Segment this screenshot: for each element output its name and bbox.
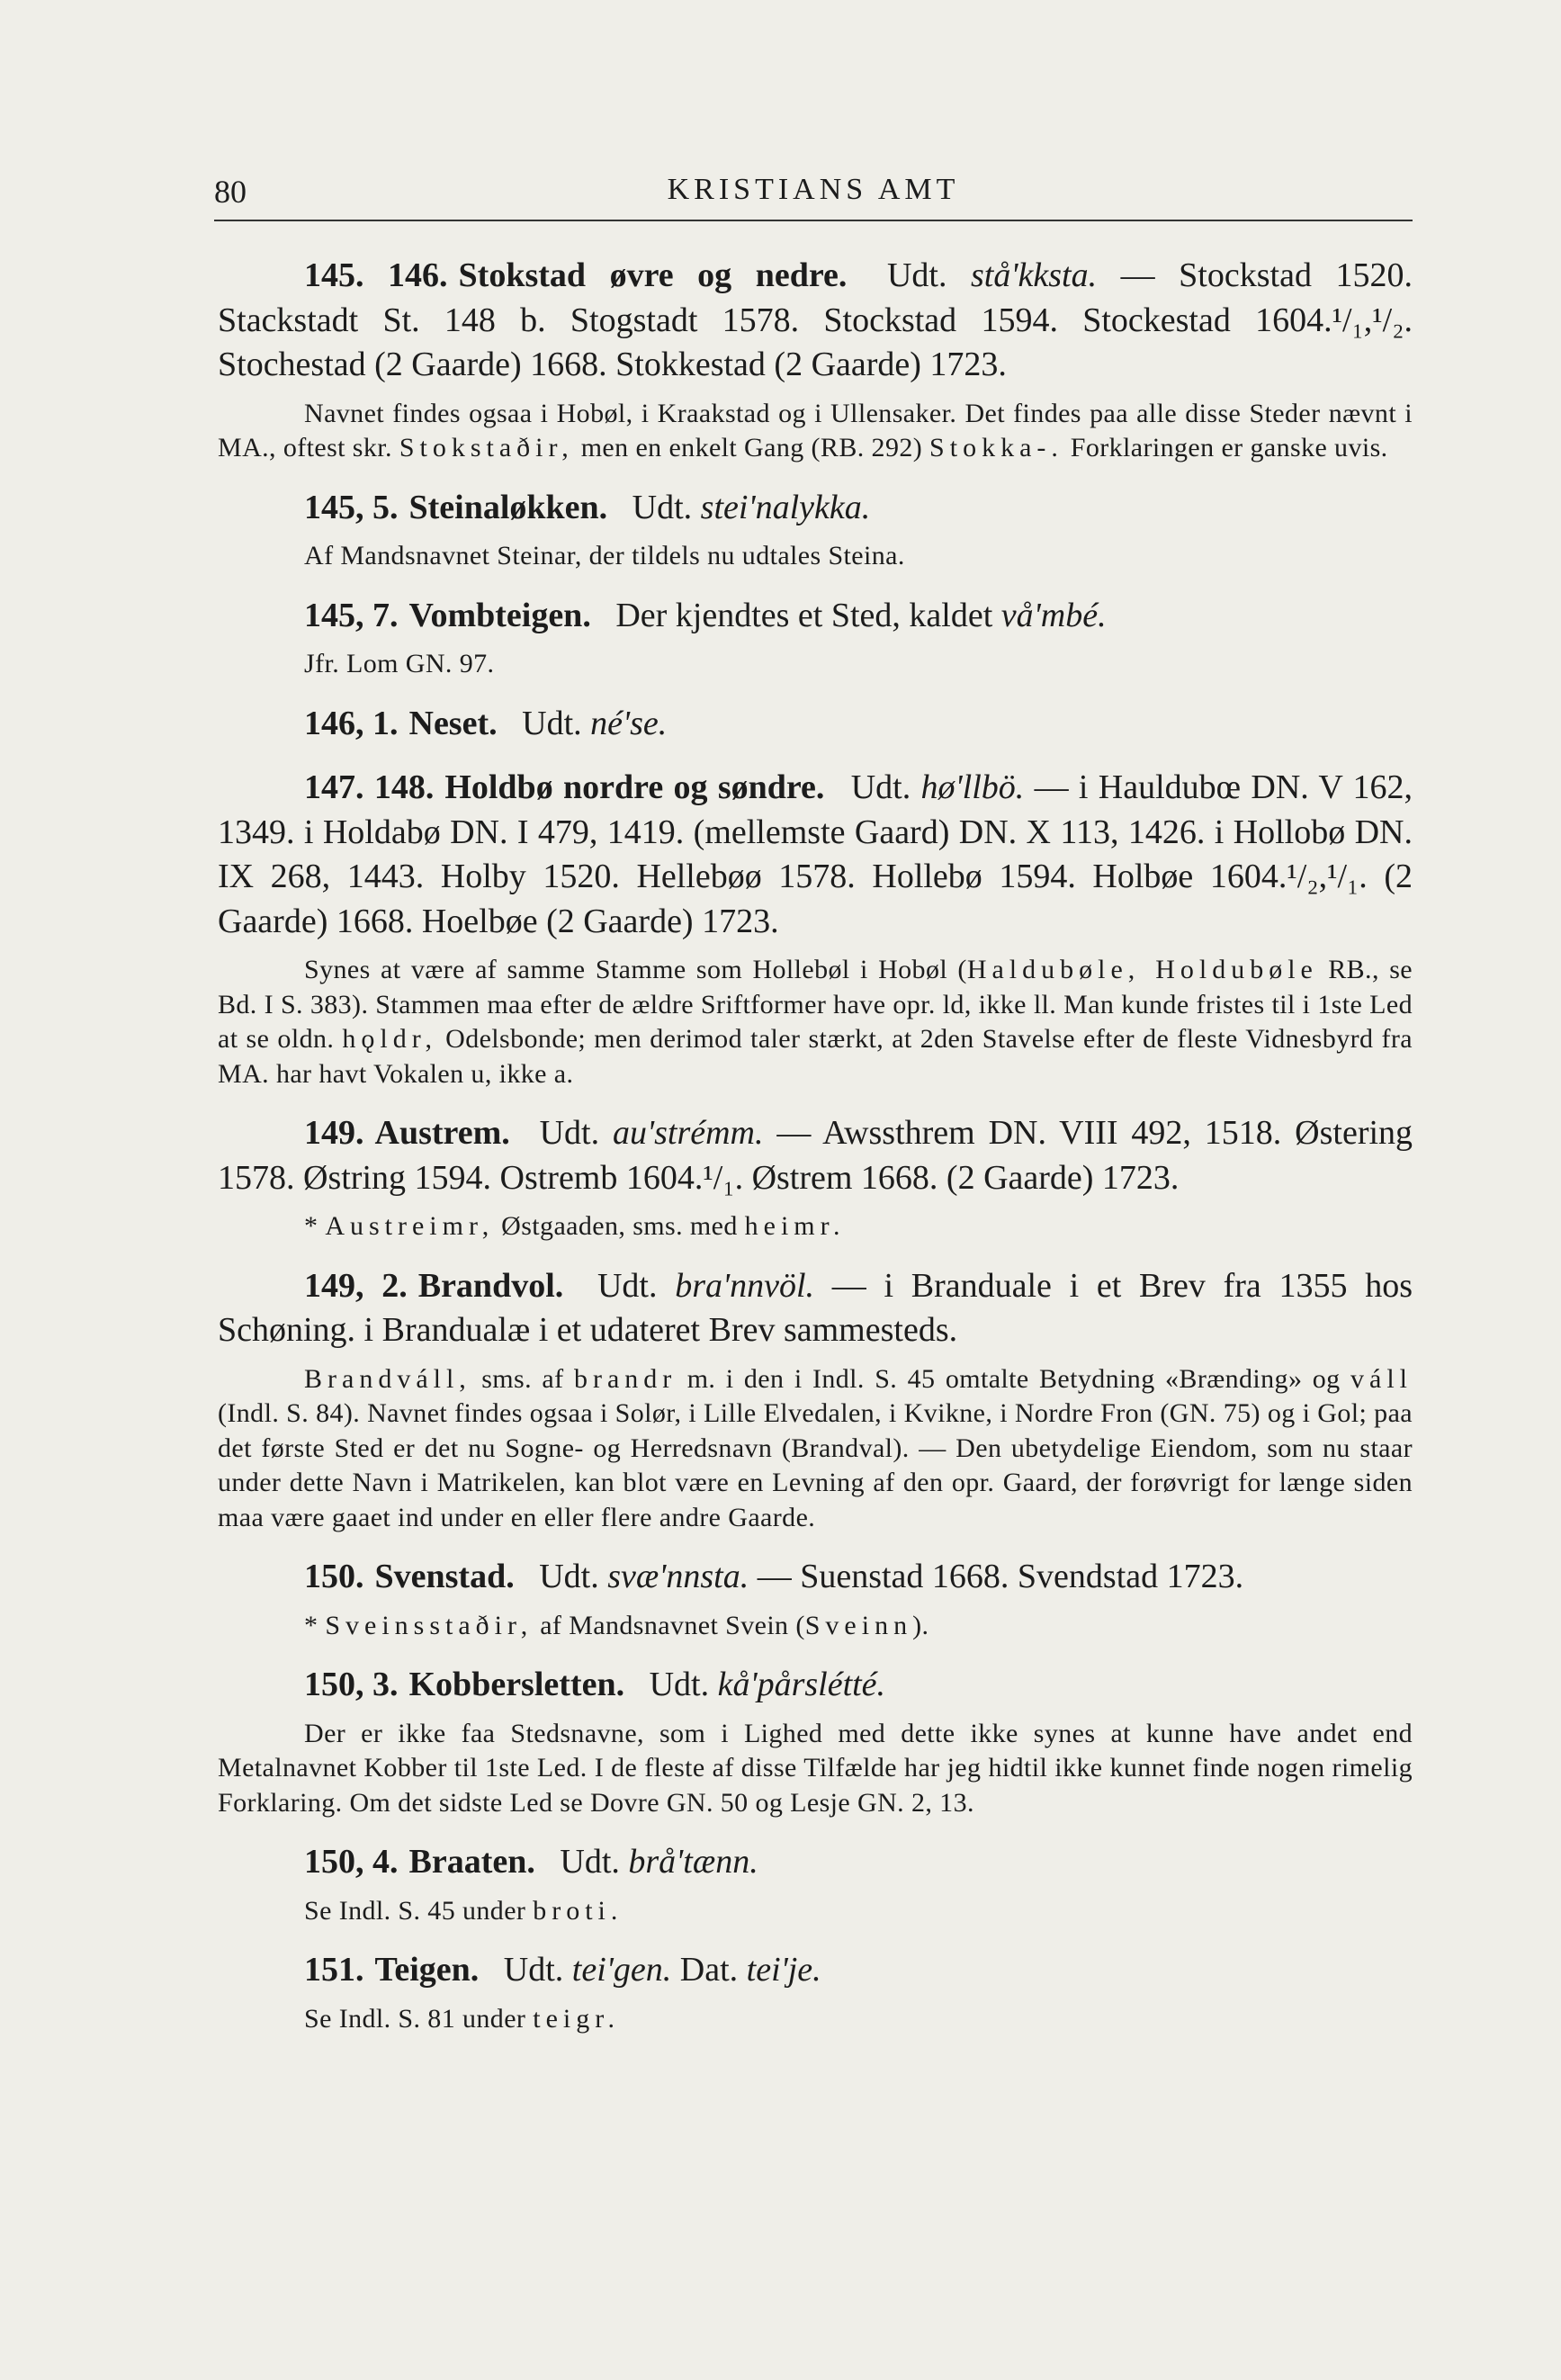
entry-name: Svenstad. <box>374 1558 515 1595</box>
pronunciation: brå'tænn. <box>628 1843 758 1881</box>
pronunciation: tei'gen. <box>571 1951 672 1989</box>
pronunciation: stei'nalykka. <box>700 488 871 526</box>
entry-150 <box>218 1555 1413 1643</box>
entry-text: — Suenstad 1668. Svendstad 1723. <box>757 1558 1244 1595</box>
spaced-term: broti. <box>533 1895 624 1926</box>
entry-145-146 <box>218 254 1413 466</box>
pronunciation: au'strémm. <box>612 1114 764 1152</box>
spaced-term: hǫldr, <box>342 1024 438 1054</box>
spaced-term: Austreimr, <box>325 1211 495 1241</box>
entry-note: * Sveinsstaðir, af Mandsnavnet Svein (Sveinn). <box>304 1610 929 1640</box>
entry-number: 150. <box>304 1558 364 1595</box>
entry-note: Jfr. Lom GN. 97. <box>304 649 495 678</box>
entry-name: Steinaløkken. <box>408 488 608 526</box>
entry-name: Stokstad øvre og nedre. <box>458 256 848 294</box>
pron-label: Udt. <box>560 1843 620 1881</box>
page-header <box>214 173 1413 211</box>
running-title: KRISTIANS AMT <box>667 173 960 206</box>
entry-number: 150, 4. <box>304 1843 399 1881</box>
pronunciation: hø'llbö. <box>920 768 1025 806</box>
pron-label: Udt. <box>886 256 947 294</box>
entry-number: 147. 148. <box>304 768 435 806</box>
pron-label: Udt. <box>539 1558 599 1595</box>
entry-name: Brandvol. <box>417 1266 564 1305</box>
entry-number: 146, 1. <box>304 704 399 742</box>
pron-label: Udt. <box>503 1951 564 1989</box>
pronunciation: né'se. <box>590 704 668 742</box>
entry-151 <box>218 1948 1413 2036</box>
asterisk: * <box>304 1610 318 1640</box>
entry-number: 145, 7. <box>304 596 399 634</box>
entry-note: Brandváll, sms. af brandr m. i den i Indl. S. 45 omtalte Betydning «Brænding» og váll (Indl. S. 84). Navnet findes ogsaa i Solør, i Lille Elvedalen, i Kvikne, i Nordre Fron (GN. 75) og i Gol; paa det første Sted er det nu Sogne- og Herredsnavn (Brandval). — Den ubetydelige Eiendom, som nu staar under dette Navn i Matrikelen, kan blot være en Levning af den opr. Gaard, der forøvrigt for længe siden maa være gaaet ind under en eller flere andre Gaarde. <box>218 1363 1413 1532</box>
entry-145-5 <box>218 486 1413 574</box>
entry-note: Navnet findes ogsaa i Hobøl, i Kraakstad og i Ullensaker. Det findes paa alle disse Steder nævnt i MA., oftest skr. Stokstaðir, men en enkelt Gang (RB. 292) Stokka-. Forklaringen er ganske uvis. <box>218 398 1413 463</box>
entry-149-2 <box>218 1264 1413 1536</box>
dative-pronunciation: tei'je. <box>746 1951 821 1989</box>
pronunciation: svæ'nnsta. <box>607 1558 749 1595</box>
spaced-term: Brandváll, <box>304 1363 471 1394</box>
pron-label: Udt. <box>632 488 693 526</box>
entry-name: Teigen. <box>374 1951 480 1989</box>
pron-label: Udt. <box>522 704 582 742</box>
entry-150-4 <box>218 1840 1413 1928</box>
spaced-term: Haldubøle, Holdubøle <box>966 955 1318 984</box>
entry-text: Der kjendtes et Sted, kaldet <box>615 596 993 634</box>
entry-note: Af Mandsnavnet Steinar, der tildels nu udtales Steina. <box>304 541 905 570</box>
pronunciation: stå'kksta. <box>971 256 1098 294</box>
entry-name: Braaten. <box>408 1843 535 1881</box>
entry-146-1 <box>218 702 1413 747</box>
pron-label: Udt. <box>597 1266 658 1305</box>
entry-name: Vombteigen. <box>408 596 591 634</box>
entry-text: — i Hauldubœ DN. V 162, 1349. i Holdabø DN. I 479, 1419. (mellemste Gaard) DN. X 113, 1426. i Hollobø DN. IX 268, 1443. Holby 1520. Hellebøø 1578. Hollebø 1594. Holbøe 1604.¹/₂,¹/₁. (2 Gaarde) 1668. Hoelbøe (2 Gaarde) 1723. <box>218 768 1413 940</box>
entry-number: 149, 2. <box>304 1266 408 1305</box>
spaced-term: Sveinn <box>804 1610 913 1640</box>
pronunciation: bra'nnvöl. <box>675 1266 815 1305</box>
spaced-term: Stokka-. <box>929 433 1063 463</box>
page-number: 80 <box>214 174 247 210</box>
entry-name: Neset. <box>408 704 498 742</box>
spaced-term: Sveinsstaðir, <box>325 1610 534 1640</box>
entry-number: 145, 5. <box>304 488 399 526</box>
entry-text: — Awssthrem DN. VIII 492, 1518. Østering 1578. Østring 1594. Ostremb 1604.¹/₁. Østrem 1668. (2 Gaarde) 1723. <box>218 1114 1413 1197</box>
spaced-term: teigr. <box>533 2003 621 2034</box>
page-body <box>218 254 1413 2036</box>
entry-147-148 <box>218 766 1413 1091</box>
pron-label: Udt. <box>850 768 911 806</box>
entry-note: Der er ikke faa Stedsnavne, som i Lighed med dette ikke synes at kunne have andet end Metalnavnet Kobber til 1ste Led. I de fleste af disse Tilfælde har jeg hidtil ikke kunnet finde nogen rimelig Forklaring. Om det sidste Led se Dovre GN. 50 og Lesje GN. 2, 13. <box>218 1718 1413 1818</box>
header-rule <box>214 220 1413 221</box>
pron-label: Udt. <box>649 1666 710 1703</box>
entry-note: Se Indl. S. 81 under teigr. <box>304 2003 621 2034</box>
pron-label: Udt. <box>539 1114 600 1152</box>
entry-number: 151. <box>304 1951 364 1989</box>
entry-text: — i Branduale i et Brev fra 1355 hos Schøning. i Brandualæ i et udateret Brev sammesteds. <box>218 1266 1413 1349</box>
entry-number: 145. 146. <box>304 256 448 294</box>
entry-note: Se Indl. S. 45 under broti. <box>304 1895 624 1926</box>
spaced-term: heimr. <box>744 1211 846 1241</box>
entry-text: — Stockstad 1520. Stackstadt St. 148 b. Stogstadt 1578. Stockstad 1594. Stockestad 1604.¹/₁,¹/₂. Stochestad (2 Gaarde) 1668. Stokkestad (2 Gaarde) 1723. <box>218 256 1413 383</box>
entry-number: 150, 3. <box>304 1666 399 1703</box>
entry-name: Holdbø nordre og søndre. <box>444 768 825 806</box>
entry-name: Kobbersletten. <box>408 1666 625 1703</box>
dat-label: Dat. <box>679 1951 739 1989</box>
entry-note: Synes at være af samme Stamme som Hollebøl i Hobøl (Haldubøle, Holdubøle RB., se Bd. I S. 383). Stammen maa efter de ældre Sriftformer have opr. ld, ikke ll. Man kunde fristes til i 1ste Led at se oldn. hǫldr, Odelsbonde; men derimod taler stærkt, at 2den Stavelse efter de fleste Vidnesbyrd fra MA. har havt Vokalen u, ikke a. <box>218 955 1413 1089</box>
entry-note: * Austreimr, Østgaaden, sms. med heimr. <box>304 1211 846 1241</box>
spaced-term: váll <box>1350 1363 1413 1394</box>
spaced-term: brandr <box>573 1363 677 1394</box>
pronunciation: vå'mbé. <box>1000 596 1107 634</box>
entry-150-3 <box>218 1663 1413 1820</box>
entry-name: Austrem. <box>374 1114 510 1152</box>
asterisk: * <box>304 1211 318 1241</box>
spaced-term: Stokstaðir, <box>399 433 574 463</box>
pronunciation: kå'pårslétté. <box>717 1666 886 1703</box>
entry-145-7 <box>218 594 1413 682</box>
entry-149 <box>218 1111 1413 1244</box>
entry-number: 149. <box>304 1114 364 1152</box>
